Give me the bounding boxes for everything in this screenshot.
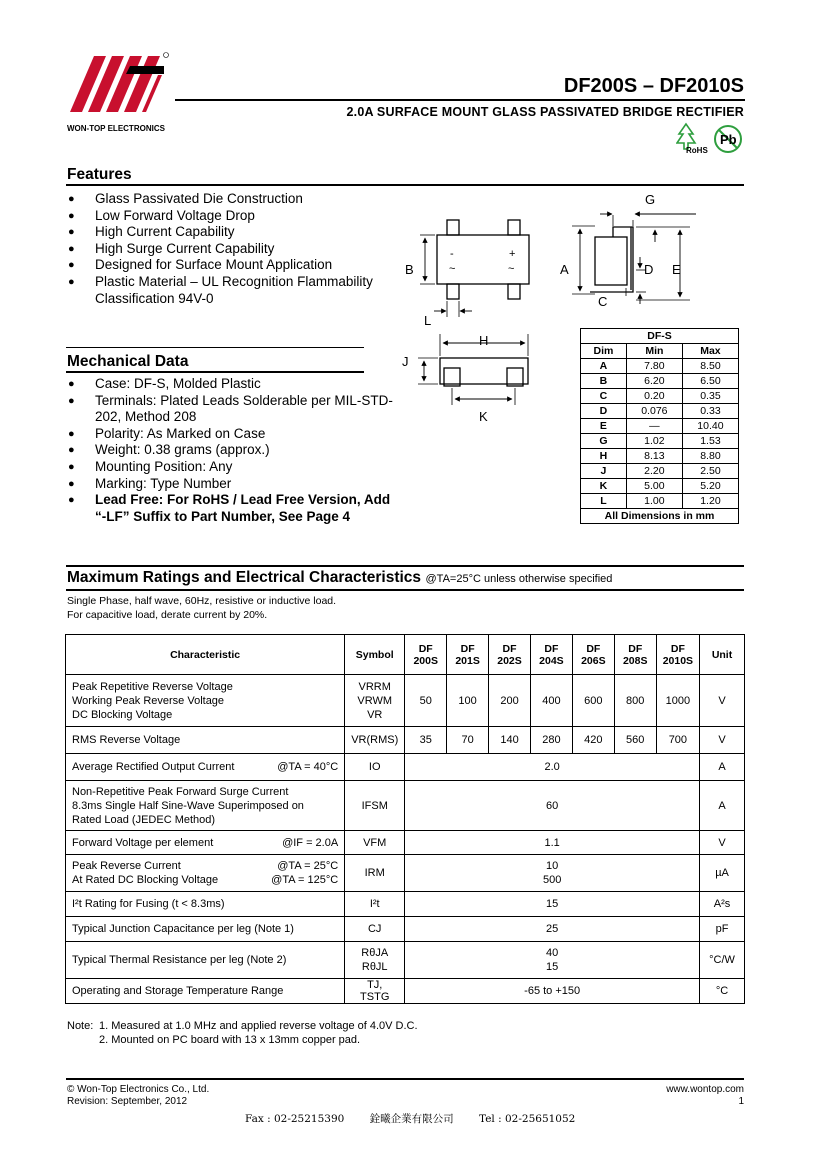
svg-text:-: - — [450, 248, 454, 260]
fax: Fax : 02-25215390 — [245, 1113, 345, 1125]
col-header-part: DF 200S — [405, 635, 447, 675]
svg-text:~: ~ — [449, 263, 456, 275]
col-header-unit: Unit — [700, 635, 745, 675]
list-item: ● Designed for Surface Mount Application — [66, 257, 396, 274]
table-row: B 6.20 6.50 — [581, 374, 739, 389]
svg-text:H: H — [479, 333, 489, 348]
table-row: Peak Reverse Current @TA = 25°C At Rated DC Blocking Voltage @TA = 125°C IRM 10 500 µA — [66, 855, 745, 892]
list-item: ● Marking: Type Number — [66, 476, 396, 493]
col-header-part: DF 204S — [530, 635, 572, 675]
table-row: Forward Voltage per element @IF = 2.0A VFM 1.1 V — [66, 831, 745, 855]
col-header-part: DF 202S — [489, 635, 531, 675]
ratings-table — [65, 634, 745, 1004]
dim-col-header: Dim — [581, 344, 627, 359]
list-item: ● Mounting Position: Any — [66, 459, 396, 476]
svg-text:~: ~ — [508, 263, 515, 275]
col-header-part: DF 206S — [572, 635, 614, 675]
list-item: ● Glass Passivated Die Construction — [66, 191, 396, 208]
svg-text:J: J — [402, 354, 409, 369]
table-row: C 0.20 0.35 — [581, 389, 739, 404]
footer-copyright: © Won-Top Electronics Co., Ltd. — [67, 1084, 210, 1095]
svg-text:C: C — [598, 294, 608, 309]
table-row: Peak Repetitive Reverse Voltage Working Peak Reverse Voltage DC Blocking Voltage VRRM VRWM VR 50 100 200 400 600 800 1000 V — [66, 675, 745, 727]
list-item: ● Lead Free: For RoHS / Lead Free Version, Add “-LF” Suffix to Part Number, See Page 4 — [66, 492, 396, 525]
svg-text:G: G — [645, 192, 656, 207]
col-header-symbol: Symbol — [345, 635, 405, 675]
list-item: ● High Current Capability — [66, 224, 396, 241]
mechanical-heading: Mechanical Data — [67, 353, 189, 370]
col-header-part: DF 2010S — [656, 635, 699, 675]
note-2: 2. Mounted on PC board with 13 x 13mm copper pad. — [99, 1034, 361, 1046]
mechanical-list — [66, 376, 396, 525]
col-header-part: DF 201S — [447, 635, 489, 675]
mechanical-rule — [66, 371, 364, 373]
list-item: ● Terminals: Plated Leads Solderable per MIL-STD-202, Method 208 — [66, 393, 396, 426]
list-item: ● Low Forward Voltage Drop — [66, 208, 396, 225]
svg-text:B: B — [405, 262, 414, 277]
svg-text:A: A — [560, 262, 569, 277]
dim-col-header: Max — [682, 344, 738, 359]
list-item: ● Case: DF-S, Molded Plastic — [66, 376, 396, 393]
table-row: K 5.00 5.20 — [581, 479, 739, 494]
list-item: ● Polarity: As Marked on Case — [66, 426, 396, 443]
table-row: G 1.02 1.53 — [581, 434, 739, 449]
ratings-intro-2: For capacitive load, derate current by 20%. — [67, 609, 268, 621]
dim-table-title: DF-S — [581, 329, 739, 344]
list-item: ● Weight: 0.38 grams (approx.) — [66, 442, 396, 459]
table-row: Non-Repetitive Peak Forward Surge Current 8.3ms Single Half Sine-Wave Superimposed on Rated Load (JEDEC Method) IFSM 60 A — [66, 781, 745, 831]
note-label: Note: — [67, 1020, 94, 1032]
footer-rule — [66, 1078, 744, 1080]
company-logo — [66, 50, 170, 118]
page-subtitle: 2.0A SURFACE MOUNT GLASS PASSIVATED BRIDGE RECTIFIER — [346, 105, 744, 119]
rohs-icon — [676, 122, 712, 154]
col-header-characteristic: Characteristic — [66, 635, 345, 675]
ratings-intro-1: Single Phase, half wave, 60Hz, resistive or inductive load. — [67, 595, 337, 607]
table-row: Operating and Storage Temperature Range TJ, TSTG -65 to +150 °C — [66, 979, 745, 1004]
table-row: E — 10.40 — [581, 419, 739, 434]
ratings-condition: @TA=25°C unless otherwise specified — [425, 573, 613, 585]
table-row: Typical Junction Capacitance per leg (Note 1) CJ 25 pF — [66, 917, 745, 942]
company-cn: 銓曦企業有限公司 — [369, 1113, 454, 1125]
svg-text:+: + — [509, 248, 516, 260]
dim-col-header: Min — [626, 344, 682, 359]
table-row: Average Rectified Output Current @TA = 40°C IO 2.0 A — [66, 754, 745, 781]
footer-revision: Revision: September, 2012 — [67, 1096, 188, 1107]
title-rule — [175, 99, 745, 101]
table-row: I²t Rating for Fusing (t < 8.3ms) I²t 15 A²s — [66, 892, 745, 917]
table-row: J 2.20 2.50 — [581, 464, 739, 479]
table-row: L 1.00 1.20 — [581, 494, 739, 509]
table-row: A 7.80 8.50 — [581, 359, 739, 374]
footer-page-number: 1 — [738, 1096, 744, 1107]
col-header-part: DF 208S — [614, 635, 656, 675]
features-heading: Features — [67, 166, 132, 183]
table-row: Typical Thermal Resistance per leg (Note 2) RθJA RθJL 40 15 °C/W — [66, 942, 745, 979]
tel: Tel : 02-25651052 — [479, 1113, 576, 1125]
dimension-table — [580, 328, 739, 524]
ratings-heading: Maximum Ratings and Electrical Characteristics — [67, 569, 422, 586]
table-row: RMS Reverse Voltage VR(RMS) 35 70 140 280 420 560 700 V — [66, 727, 745, 754]
table-row: D 0.076 0.33 — [581, 404, 739, 419]
svg-text:E: E — [672, 262, 681, 277]
footer-website[interactable]: www.wontop.com — [666, 1084, 744, 1095]
dim-table-footer: All Dimensions in mm — [581, 509, 739, 524]
list-item: ● High Surge Current Capability — [66, 241, 396, 258]
note-1: 1. Measured at 1.0 MHz and applied reverse voltage of 4.0V D.C. — [99, 1020, 418, 1032]
ratings-heading-row — [67, 569, 612, 587]
company-name: WON-TOP ELECTRONICS — [67, 124, 165, 133]
page-title: DF200S – DF2010S — [563, 75, 744, 97]
features-rule — [66, 184, 744, 186]
svg-text:RoHS: RoHS — [686, 146, 708, 154]
ratings-top-rule — [66, 565, 744, 567]
svg-text:Pb: Pb — [720, 132, 737, 147]
svg-text:K: K — [479, 409, 488, 424]
lead-free-icon — [713, 124, 743, 154]
list-item: ● Plastic Material – UL Recognition Flammability Classification 94V-0 — [66, 274, 396, 307]
ratings-rule — [66, 589, 744, 591]
svg-text:D: D — [644, 262, 654, 277]
mechanical-top-rule — [66, 347, 364, 348]
table-row: H 8.13 8.80 — [581, 449, 739, 464]
features-list — [66, 191, 396, 307]
footer-contact — [245, 1111, 575, 1126]
svg-text:L: L — [424, 313, 432, 328]
